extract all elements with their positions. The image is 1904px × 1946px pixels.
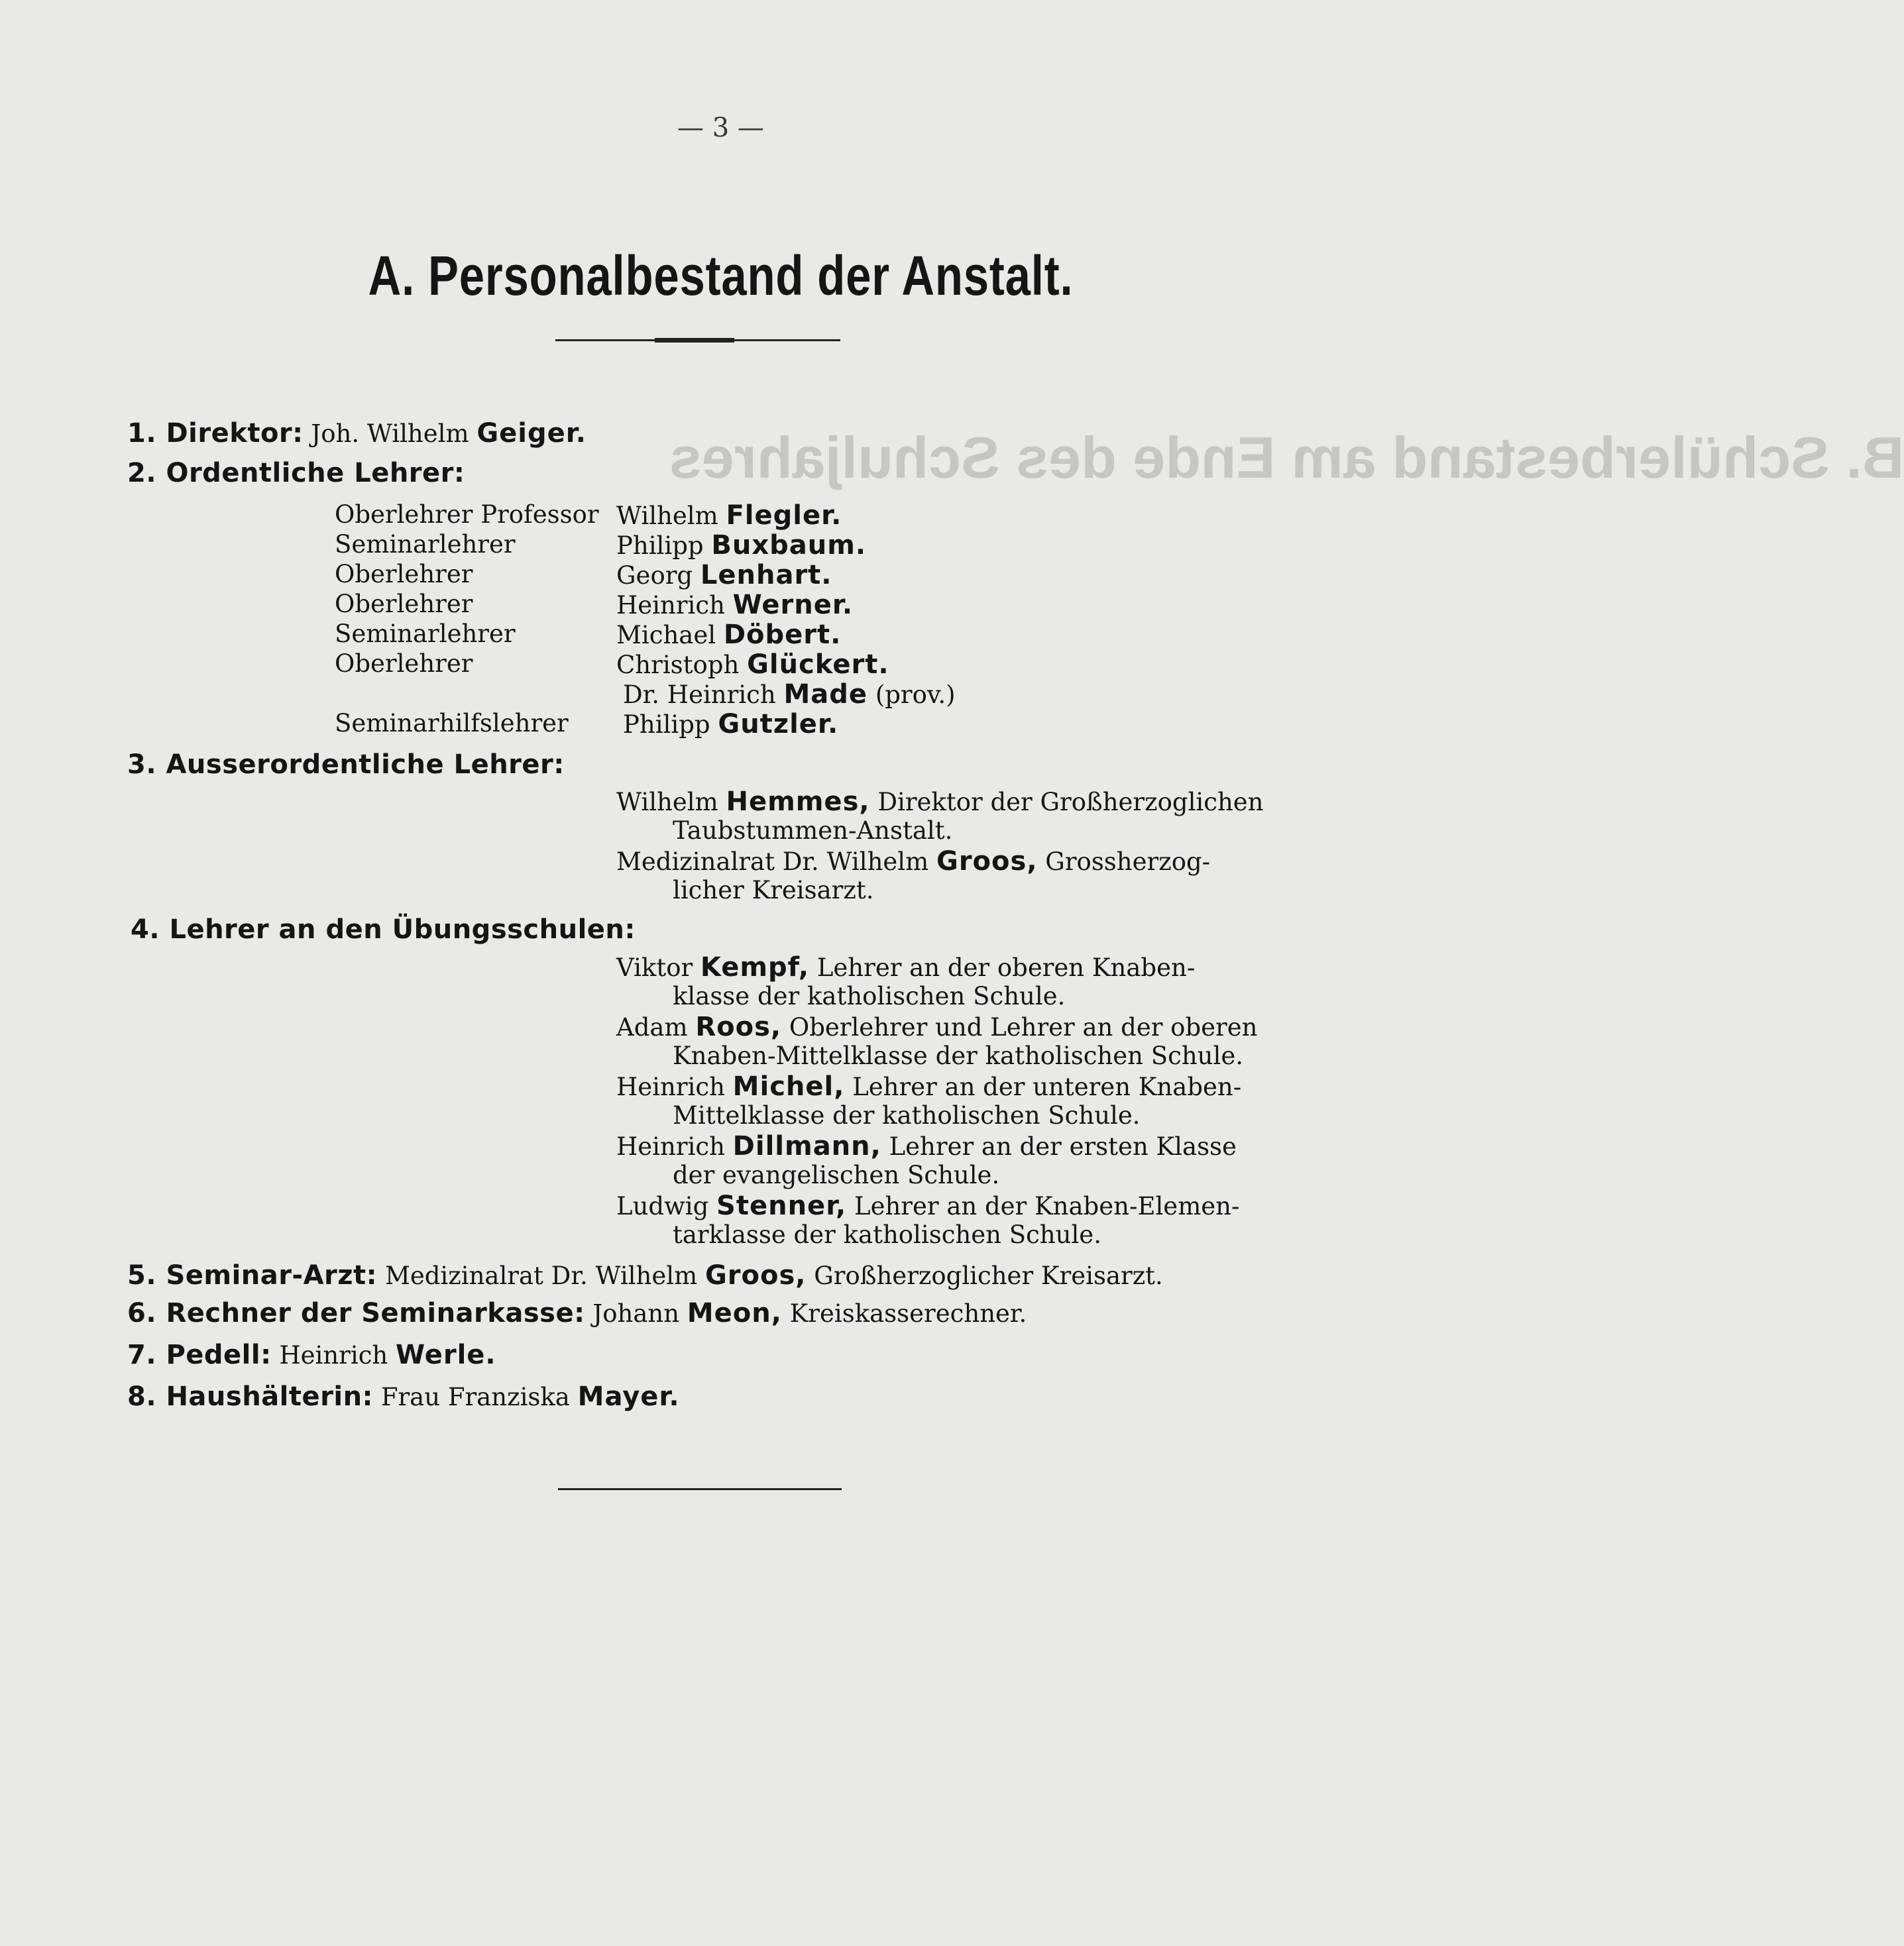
entry-surname: Hemmes, bbox=[726, 786, 870, 817]
entry-surname: Kempf, bbox=[700, 952, 810, 983]
person-surname: Werle. bbox=[396, 1340, 496, 1370]
bottom-rule bbox=[558, 1488, 842, 1490]
teacher-first-name: Christoph bbox=[616, 651, 740, 679]
teacher-name bbox=[623, 711, 838, 737]
section-regular-teachers: 2. Ordentliche Lehrer: bbox=[127, 458, 465, 488]
section-treasurer bbox=[127, 1300, 1027, 1326]
entry-first-name: Wilhelm bbox=[616, 788, 718, 816]
person-title: Kreiskasserechner. bbox=[789, 1299, 1027, 1328]
section-label: 7. Pedell: bbox=[127, 1340, 272, 1370]
teacher-first-name: Philipp bbox=[616, 531, 704, 560]
teacher-first-name: Philipp bbox=[623, 710, 710, 739]
teacher-surname: Gutzler. bbox=[718, 709, 839, 739]
entry-first-name: Medizinalrat Dr. Wilhelm bbox=[616, 847, 929, 876]
entry-description-cont: der evangelischen Schule. bbox=[673, 1161, 1000, 1189]
entry-description-cont: licher Kreisarzt. bbox=[673, 876, 874, 904]
person-surname: Groos, bbox=[704, 1260, 807, 1291]
section-janitor bbox=[127, 1342, 496, 1368]
person-first-name: Frau Franziska bbox=[380, 1383, 570, 1411]
section-seminar-doctor bbox=[127, 1262, 1163, 1289]
entry-surname: Roos, bbox=[695, 1012, 782, 1042]
entry-description-cont: Knaben-Mittelklasse der katholischen Schule. bbox=[673, 1042, 1243, 1070]
entry-first-line bbox=[616, 1193, 1240, 1219]
teacher-surname: Döbert. bbox=[723, 620, 842, 650]
entry-first-line bbox=[616, 788, 1264, 815]
teacher-first-name: Michael bbox=[616, 621, 716, 649]
section-label: 8. Haushälterin: bbox=[127, 1381, 374, 1412]
entry-first-name: Viktor bbox=[616, 953, 693, 982]
section-housekeeper bbox=[127, 1383, 680, 1410]
teacher-name bbox=[623, 681, 956, 708]
teacher-surname: Made bbox=[783, 679, 868, 710]
teacher-name bbox=[616, 562, 832, 588]
person-first-name: Joh. Wilhelm bbox=[311, 419, 469, 448]
teacher-name bbox=[616, 592, 853, 618]
person-first-name: Heinrich bbox=[279, 1341, 388, 1370]
page-number: — 3 — bbox=[677, 113, 764, 143]
person-first-name: Johann bbox=[592, 1299, 680, 1328]
title-rule-accent bbox=[655, 338, 734, 343]
entry-first-line bbox=[616, 848, 1210, 875]
entry-surname: Dillmann, bbox=[732, 1131, 881, 1162]
teacher-surname: Werner. bbox=[732, 590, 854, 620]
entry-description: Direktor der Großherzoglichen bbox=[877, 788, 1264, 816]
section-extraordinary-teachers: 3. Ausserordentliche Lehrer: bbox=[127, 749, 565, 780]
teacher-name bbox=[616, 502, 842, 529]
teacher-name bbox=[616, 532, 866, 559]
entry-description-cont: tarklasse der katholischen Schule. bbox=[673, 1220, 1101, 1249]
page-title: A. Personalbestand der Anstalt. bbox=[368, 244, 1074, 307]
teacher-rank: Seminarhilfslehrer bbox=[335, 709, 569, 737]
section-director bbox=[127, 420, 587, 447]
section-label: 6. Rechner der Seminarkasse: bbox=[127, 1298, 585, 1328]
entry-description: Lehrer an der ersten Klasse bbox=[889, 1132, 1237, 1161]
teacher-rank: Seminarlehrer bbox=[335, 620, 516, 648]
teacher-rank: Oberlehrer bbox=[335, 649, 473, 678]
teacher-rank: Oberlehrer bbox=[335, 590, 473, 618]
entry-first-line bbox=[616, 954, 1195, 981]
teacher-rank: Oberlehrer bbox=[335, 560, 473, 588]
person-surname: Meon, bbox=[687, 1298, 782, 1328]
person-first-name: Medizinalrat Dr. Wilhelm bbox=[384, 1262, 698, 1290]
entry-description: Oberlehrer und Lehrer an der oberen bbox=[789, 1013, 1258, 1042]
teacher-first-name: Heinrich bbox=[616, 591, 725, 620]
entry-first-line bbox=[616, 1133, 1237, 1160]
entry-first-name: Adam bbox=[616, 1013, 688, 1042]
teacher-first-name: Georg bbox=[616, 561, 693, 590]
teacher-surname: Glückert. bbox=[747, 649, 889, 680]
teacher-note: (prov.) bbox=[875, 680, 956, 709]
teacher-name bbox=[616, 622, 841, 648]
teacher-name bbox=[616, 651, 889, 678]
teacher-surname: Buxbaum. bbox=[711, 530, 867, 561]
section-label: 5. Seminar-Arzt: bbox=[127, 1260, 378, 1291]
entry-first-name: Heinrich bbox=[616, 1132, 725, 1161]
teacher-rank: Oberlehrer Professor bbox=[335, 500, 599, 529]
teacher-surname: Flegler. bbox=[726, 500, 842, 531]
entry-description: Grossherzog- bbox=[1045, 847, 1211, 876]
teacher-first-name: Wilhelm bbox=[616, 502, 718, 530]
entry-surname: Stenner, bbox=[716, 1191, 847, 1221]
person-surname: Geiger. bbox=[476, 418, 587, 449]
bleed-through-texture: B. Schülerbestand am Ende des Schuljahres bbox=[669, 425, 1904, 490]
section-label: 1. Direktor: bbox=[127, 418, 304, 449]
entry-description-cont: Taubstummen-Anstalt. bbox=[673, 816, 953, 845]
entry-surname: Groos, bbox=[936, 846, 1038, 877]
teacher-first-name: Dr. Heinrich bbox=[623, 680, 776, 709]
entry-description: Lehrer an der oberen Knaben- bbox=[816, 953, 1196, 982]
entry-first-line bbox=[616, 1014, 1257, 1040]
entry-description: Lehrer an der Knaben-Elemen- bbox=[854, 1192, 1240, 1220]
entry-first-name: Ludwig bbox=[616, 1192, 709, 1220]
entry-description: Lehrer an der unteren Knaben- bbox=[852, 1073, 1242, 1101]
teacher-surname: Lenhart. bbox=[700, 560, 832, 590]
entry-description-cont: Mittelklasse der katholischen Schule. bbox=[673, 1101, 1141, 1130]
teacher-rank: Seminarlehrer bbox=[335, 530, 516, 559]
entry-first-name: Heinrich bbox=[616, 1073, 725, 1101]
entry-first-line bbox=[616, 1073, 1241, 1100]
person-title: Großherzoglicher Kreisarzt. bbox=[814, 1262, 1163, 1290]
section-practice-school-teachers: 4. Lehrer an den Übungsschulen: bbox=[131, 914, 636, 945]
person-surname: Mayer. bbox=[577, 1381, 680, 1412]
entry-description-cont: klasse der katholischen Schule. bbox=[673, 982, 1066, 1010]
entry-surname: Michel, bbox=[732, 1071, 845, 1102]
